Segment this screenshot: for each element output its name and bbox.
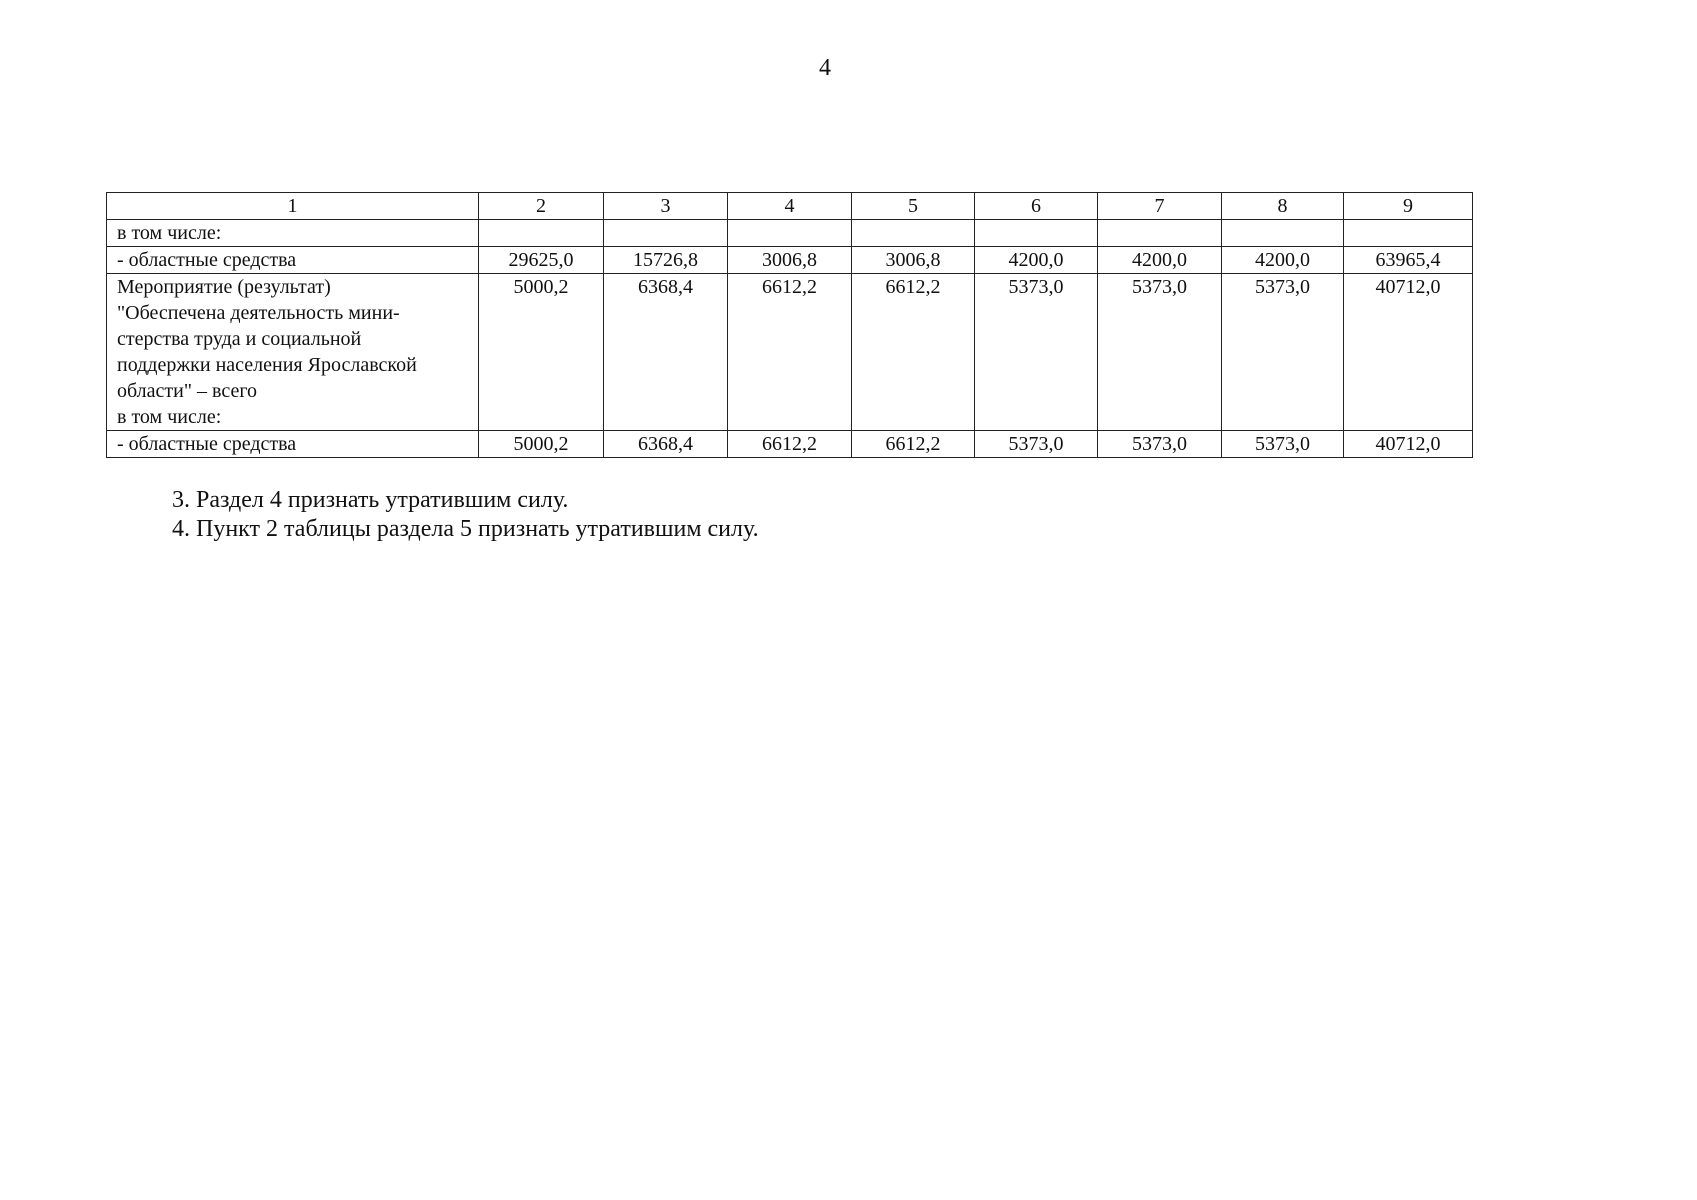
table-cell: 5373,0 — [975, 274, 1098, 431]
row-label — [107, 431, 479, 458]
table-cell: 6612,2 — [852, 274, 975, 431]
table-cell — [479, 220, 604, 247]
table-cell: 6368,4 — [604, 431, 728, 458]
paragraph: 3. Раздел 4 признать утратившим силу. — [172, 487, 569, 513]
table-cell — [1098, 220, 1222, 247]
table-cell: 6612,2 — [852, 431, 975, 458]
column-header: 6 — [975, 193, 1098, 220]
table-row — [107, 431, 1473, 458]
table-cell: 63965,4 — [1344, 247, 1473, 274]
row-label-line: в том числе: — [117, 406, 222, 428]
table-cell — [604, 220, 728, 247]
column-header: 7 — [1098, 193, 1222, 220]
table-row — [107, 274, 1473, 431]
table-cell: 5373,0 — [1098, 274, 1222, 431]
row-label — [107, 247, 479, 274]
column-header: 1 — [107, 193, 479, 220]
row-label-line: "Обеспечена деятельность мини- — [117, 302, 400, 324]
table-row — [107, 247, 1473, 274]
table-cell — [975, 220, 1098, 247]
table-cell: 6368,4 — [604, 274, 728, 431]
table-cell: 4200,0 — [1098, 247, 1222, 274]
row-label-line: - областные средства — [117, 249, 297, 271]
column-header: 8 — [1222, 193, 1344, 220]
table-cell: 5000,2 — [479, 431, 604, 458]
row-label-line: в том числе: — [117, 222, 222, 244]
table-cell: 3006,8 — [852, 247, 975, 274]
table-cell: 4200,0 — [975, 247, 1098, 274]
row-label-line: Мероприятие (результат) — [117, 276, 331, 298]
table-cell — [728, 220, 852, 247]
row-label-line: стерства труда и социальной — [117, 328, 362, 350]
budget-table — [106, 192, 1473, 458]
body-text — [172, 486, 759, 544]
table-cell: 5373,0 — [1222, 431, 1344, 458]
paragraph: 4. Пункт 2 таблицы раздела 5 признать утратившим силу. — [172, 516, 759, 542]
table-cell — [1222, 220, 1344, 247]
table-cell — [852, 220, 975, 247]
page-number: 4 — [819, 55, 831, 81]
table-cell: 29625,0 — [479, 247, 604, 274]
table-cell: 40712,0 — [1344, 431, 1473, 458]
table-cell: 5373,0 — [975, 431, 1098, 458]
row-label — [107, 274, 479, 431]
table-header-row — [107, 193, 1473, 220]
table-cell — [1344, 220, 1473, 247]
row-label-line: - областные средства — [117, 433, 297, 455]
column-header: 5 — [852, 193, 975, 220]
table-cell: 5373,0 — [1222, 274, 1344, 431]
table-cell: 15726,8 — [604, 247, 728, 274]
table-cell: 6612,2 — [728, 431, 852, 458]
table-cell: 5373,0 — [1098, 431, 1222, 458]
column-header: 4 — [728, 193, 852, 220]
table-cell: 40712,0 — [1344, 274, 1473, 431]
table-cell: 5000,2 — [479, 274, 604, 431]
row-label — [107, 220, 479, 247]
column-header: 3 — [604, 193, 728, 220]
table-cell: 3006,8 — [728, 247, 852, 274]
column-header: 9 — [1344, 193, 1473, 220]
table-row — [107, 220, 1473, 247]
row-label-line: поддержки населения Ярославской — [117, 354, 417, 376]
row-label-line: области" – всего — [117, 380, 258, 402]
column-header: 2 — [479, 193, 604, 220]
table-cell: 4200,0 — [1222, 247, 1344, 274]
table-cell: 6612,2 — [728, 274, 852, 431]
